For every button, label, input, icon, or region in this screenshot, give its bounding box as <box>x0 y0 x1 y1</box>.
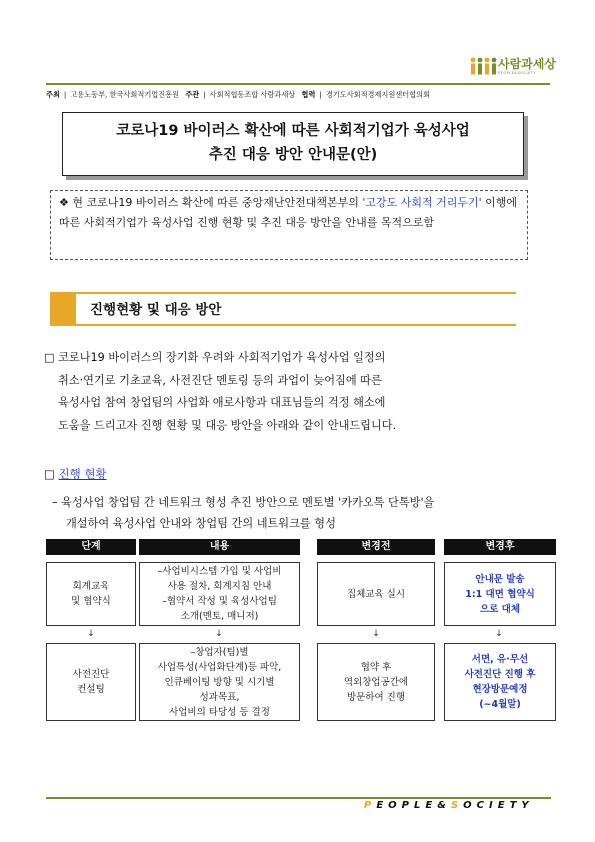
down-arrow-icon: ↓ <box>87 629 95 639</box>
progress-label: 진행 현황 <box>58 467 107 481</box>
purpose-box <box>50 190 528 260</box>
row1-after <box>444 562 556 626</box>
progress-heading <box>44 466 107 482</box>
section-line-top <box>76 292 516 294</box>
intro-paragraph <box>44 347 556 437</box>
purpose-before: 현 코로나19 바이러스 확산에 따른 중앙재난안전대책본부의 <box>72 196 363 209</box>
progress-line-1: – 육성사업 창업팀 간 네트워크 형성 추진 방안으로 멘토별 '카카오톡 단톡방'을 <box>52 496 435 509</box>
checkbox-icon: □ <box>44 467 55 481</box>
purpose-highlight: '고강도 사회적 거리두기' <box>362 196 482 209</box>
logo-subtitle: PEOPLE&SOCIETY <box>498 71 537 75</box>
partner-label: 협력 <box>301 90 316 99</box>
partner-text: 경기도사회적경제지원센터협의회 <box>325 90 431 99</box>
row2-after <box>444 643 556 721</box>
organizer-text: 사회적협동조합 사람과세상 <box>209 90 296 99</box>
footer-brand <box>364 800 534 811</box>
row2-after-line: (~4월말) <box>479 699 521 710</box>
header-after: 변경후 <box>444 539 556 555</box>
row1-before <box>317 562 435 626</box>
row1-before-line: 집체교육 실시 <box>346 588 406 600</box>
row2-content-line: 사업특성(사업화단계)등 파악, <box>157 661 282 673</box>
row1-stage-line: 및 협약식 <box>71 596 111 607</box>
section-title: 진행현황 및 대응 방안 <box>90 302 222 318</box>
intro-line-4: 도움을 드리고자 진행 현황 및 대응 방안을 아래와 같이 안내드립니다. <box>58 418 397 432</box>
bottom-divider <box>46 797 551 799</box>
down-arrow-icon: ↓ <box>372 629 380 639</box>
row1-content-line: –협약서 작성 및 육성사업팀 <box>162 596 277 607</box>
down-arrow-icon: ↓ <box>495 629 503 639</box>
credits-line: 주최 | 고용노동부, 한국사회적기업진흥원 주관 | 사회적협동조합 사람과세상 협력 | 경기도사회적경제지원센터협의회 <box>46 90 431 99</box>
footer-o: O <box>463 800 477 811</box>
header-content: 내용 <box>139 539 300 555</box>
header-stage: 단계 <box>46 539 136 555</box>
row2-before-line: 방문하여 진행 <box>346 691 406 703</box>
row2-content-line: –창업자(팀)별 <box>190 646 249 658</box>
host-label: 주최 <box>46 90 60 99</box>
logo-name: 사람과세상 <box>498 57 556 71</box>
header-before: 변경전 <box>317 539 435 555</box>
row2-after-line: 사전진단 진행 후 <box>464 669 536 680</box>
row2-before-line: 역외창업공간에 <box>343 676 409 688</box>
row1-content-line: –사업비시스템 가입 및 사업비 <box>157 566 282 577</box>
down-arrow-icon: ↓ <box>215 629 223 639</box>
people-logo-icon <box>468 56 498 76</box>
purpose-after: 이행에 따른 사회적기업가 육성사업 진행 현황 및 추진 대응 방안을 안내를 목적으로함 <box>59 196 518 229</box>
row1-after-line: 1:1 대면 협약식 <box>465 588 535 600</box>
row2-stage <box>46 643 136 721</box>
footer-s: S <box>450 800 464 811</box>
diamond-bullet-icon: ❖ <box>59 196 69 209</box>
row1-stage <box>46 562 136 626</box>
row2-content <box>139 643 300 721</box>
row2-after-line: 현장방문예정 <box>472 684 528 695</box>
row2-content-line: 인큐베이팅 방향 및 시기별 <box>164 676 275 688</box>
logo <box>468 52 556 80</box>
footer-ciety: CIETY <box>476 800 534 811</box>
row2-content-line: 성과목표, <box>199 691 240 703</box>
row1-after-line: 으로 대체 <box>479 603 520 615</box>
progress-line-2: 개설하여 육성사업 안내와 창업팀 간의 네트워크를 형성 <box>66 517 336 530</box>
footer-eople: EOPLE <box>376 800 438 811</box>
section-heading <box>50 292 516 326</box>
row2-before <box>317 643 435 721</box>
footer-p: P <box>364 800 377 811</box>
section-line-bottom <box>76 324 516 326</box>
purpose-text <box>59 193 519 233</box>
row2-before-line: 협약 후 <box>360 661 392 673</box>
row1-content-line: 소개(멘토, 매니저) <box>180 611 259 622</box>
row1-after-line: 안내문 발송 <box>475 573 525 585</box>
footer-amp: & <box>437 800 451 811</box>
progress-text <box>44 492 556 534</box>
host-text: 고용노동부, 한국사회적기업진흥원 <box>70 90 180 99</box>
top-divider <box>46 83 550 85</box>
title-line-1: 코로나19 바이러스 확산에 따른 사회적기업가 육성사업 <box>116 123 470 139</box>
section-accent-bar <box>50 292 76 326</box>
row1-content-line: 사용 절차, 회계지침 안내 <box>167 581 272 592</box>
row2-content-line: 사업비의 타당성 등 결정 <box>169 706 270 718</box>
row2-after-line: 서면, 유·무선 <box>471 654 529 665</box>
row1-stage-line: 회계교육 <box>72 581 110 592</box>
title-box <box>62 112 524 176</box>
intro-line-3: 육성사업 참여 창업팀의 사업화 애로사항과 대표님들의 걱정 해소에 <box>58 396 386 409</box>
organizer-label: 주관 <box>185 90 200 99</box>
intro-line-2: 취소·연기로 기초교육, 사전진단 멘토링 등의 과업이 늦어짐에 따른 <box>58 373 382 387</box>
row2-stage-line: 컨설팅 <box>77 684 105 695</box>
row1-content <box>139 562 300 626</box>
title-line-2: 추진 대응 방안 안내문(안) <box>208 147 378 163</box>
intro-line-1: □ 코로나19 바이러스의 장기화 우려와 사회적기업가 육성사업 일정의 <box>44 351 386 364</box>
row2-stage-line: 사전진단 <box>72 669 110 680</box>
